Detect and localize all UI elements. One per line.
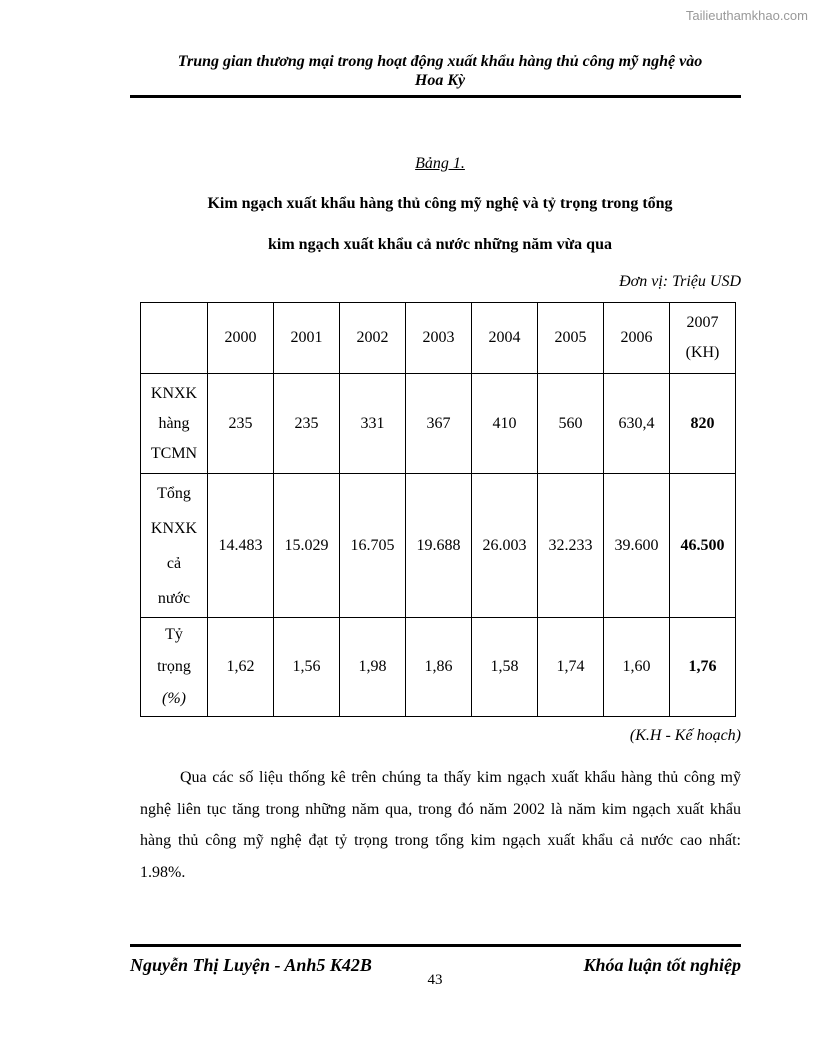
- value-cell: 16.705: [340, 474, 406, 618]
- table-title-line-2: kim ngạch xuất khẩu cả nước những năm vừa qua: [268, 236, 612, 253]
- watermark: Tailieuthamkhao.com: [685, 8, 808, 23]
- value-cell: 560: [538, 374, 604, 474]
- label-line: TCMN: [150, 444, 198, 462]
- value-cell: 15.029: [274, 474, 340, 618]
- value-cell: 1,58: [472, 618, 538, 717]
- body-paragraph: [140, 762, 741, 888]
- value-cell: 630,4: [604, 374, 670, 474]
- unit-label: Đơn vị: Triệu USD: [619, 273, 741, 290]
- value-cell: 235: [274, 374, 340, 474]
- table-note: (K.H - Kế hoạch): [629, 727, 741, 744]
- data-table: [140, 302, 736, 717]
- value-cell: 1,86: [406, 618, 472, 717]
- value-cell: 235: [208, 374, 274, 474]
- table-caption: [130, 155, 750, 173]
- label-line: Tổng: [157, 484, 191, 502]
- row-label: [141, 374, 208, 474]
- plan-value-cell: 46.500: [670, 474, 736, 618]
- footer-rule: [130, 944, 741, 947]
- label-line: hàng: [158, 414, 190, 432]
- value-cell: 32.233: [538, 474, 604, 618]
- value-cell: 14.483: [208, 474, 274, 618]
- empty-corner-cell: [141, 303, 208, 374]
- row-label: [141, 618, 208, 717]
- table-row: [141, 474, 736, 618]
- year-cell: 2003: [406, 303, 472, 374]
- label-line: trọng: [157, 658, 191, 675]
- value-cell: 1,98: [340, 618, 406, 717]
- value-cell: 410: [472, 374, 538, 474]
- label-line: nước: [157, 589, 191, 607]
- running-header: [130, 52, 750, 90]
- label-line: Tỷ: [165, 626, 183, 643]
- year-cell: 2005: [538, 303, 604, 374]
- year-cell: 2000: [208, 303, 274, 374]
- table-row: [141, 374, 736, 474]
- page-number: 43: [427, 972, 443, 988]
- row-label: [141, 474, 208, 618]
- table-title-line-1: Kim ngạch xuất khẩu hàng thủ công mỹ nghệ và tỷ trọng trong tổng: [207, 195, 673, 212]
- value-cell: 331: [340, 374, 406, 474]
- footer-doc-type: Khóa luận tốt nghiệp: [583, 955, 741, 975]
- value-cell: 39.600: [604, 474, 670, 618]
- label-line: KNXK: [150, 384, 198, 402]
- paragraph-text: Qua các số liệu thống kê trên chúng ta thấy kim ngạch xuất khẩu hàng thủ công mỹ nghệ liên tục tăng trong những năm qua, trong đó năm 2002 là năm kim ngạch xuất khẩu hàng thủ công mỹ nghệ đạt tỷ trọng trong tổng kim ngạch xuất khẩu cả nước cao nhất: 1.98%.: [140, 769, 741, 881]
- label-line: (%): [162, 690, 186, 707]
- year-cell: 2002: [340, 303, 406, 374]
- header-line-2: Hoa Kỳ: [414, 72, 466, 89]
- value-cell: 26.003: [472, 474, 538, 618]
- footer-author: Nguyễn Thị Luyện - Anh5 K42B: [130, 955, 372, 975]
- table-row: [141, 618, 736, 717]
- plan-marker: (KH): [685, 344, 720, 361]
- value-cell: 367: [406, 374, 472, 474]
- value-cell: 1,60: [604, 618, 670, 717]
- value-cell: 1,62: [208, 618, 274, 717]
- header-line-1: Trung gian thương mại trong hoạt động xuất khẩu hàng thủ công mỹ nghệ vào: [177, 53, 703, 70]
- year-cell: 2004: [472, 303, 538, 374]
- plan-year: 2007: [686, 314, 719, 331]
- header-rule: [130, 95, 741, 98]
- caption-text: Bảng 1.: [415, 155, 465, 172]
- plan-value-cell: 1,76: [670, 618, 736, 717]
- table-header-row: [141, 303, 736, 374]
- label-line: KNXK: [150, 519, 198, 537]
- year-cell: 2001: [274, 303, 340, 374]
- value-cell: 1,56: [274, 618, 340, 717]
- value-cell: 19.688: [406, 474, 472, 618]
- plan-year-cell: [670, 303, 736, 374]
- label-line: cả: [166, 554, 182, 572]
- plan-value-cell: 820: [670, 374, 736, 474]
- value-cell: 1,74: [538, 618, 604, 717]
- year-cell: 2006: [604, 303, 670, 374]
